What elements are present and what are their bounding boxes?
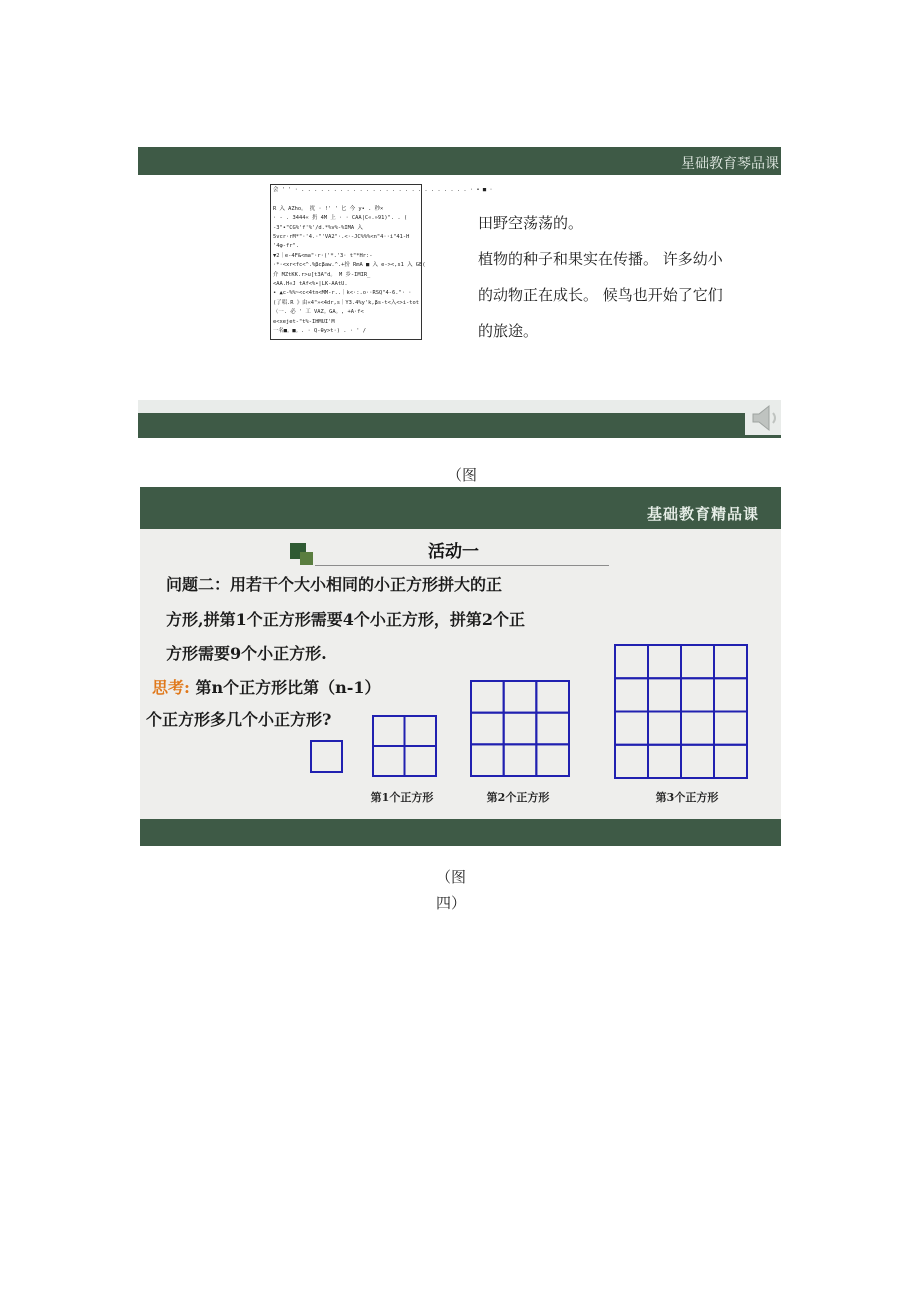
grid-cell	[681, 678, 714, 711]
grid-cell	[615, 678, 648, 711]
scan-text-line: ·*·<xr<fc<^.%βcβaw.^.+扮 RmA ■ 入 e-><,s1 入 GE(	[273, 262, 426, 269]
scan-text-line: '4φ-fr".	[273, 243, 299, 250]
grid-cell	[373, 716, 405, 746]
think-label: 思考:	[152, 678, 190, 697]
brand-label: 星础教育琴品课	[681, 156, 779, 172]
scan-text-line: 一名■。■。. · Q-θy>t·) . · ' /	[273, 328, 366, 334]
square-grid-2x2	[372, 715, 437, 777]
grid-cell	[504, 744, 537, 776]
slide-footer-band	[138, 413, 781, 438]
think-prompt-line2: 个正方形多几个小正方形?	[146, 710, 332, 729]
figure-4-slide	[140, 487, 781, 846]
scan-text-line: • ▲c-%%~<c<4tn<MM-r..｜k<·:.o··RSQ"4-6."· ·	[273, 290, 412, 297]
grid-cell	[536, 681, 569, 713]
grid-cell	[714, 645, 747, 678]
brand-label: 基础教育精品课	[646, 505, 759, 523]
think-text: 第n个正方形比第（n-1）	[195, 678, 381, 697]
caption-line: （图	[446, 466, 477, 484]
grid-cell	[714, 678, 747, 711]
square-grid-1x1	[310, 740, 343, 773]
grid-cell	[615, 645, 648, 678]
grid-cell	[471, 713, 504, 745]
scan-text-line: R 入 AZho。 扰 · !' ' 匕 今 y• . 秒×	[273, 205, 384, 212]
lesson-text	[478, 205, 748, 349]
speaker-icon[interactable]	[745, 401, 781, 435]
figure-3-slide	[138, 147, 781, 438]
slide-header-band	[140, 487, 781, 529]
question-line: 问题二：用若干个大小相同的小正方形拼大的正	[166, 575, 503, 594]
scan-text-line: （一. 必 ' 工 VAZ。GA。, +A·f<	[273, 309, 364, 316]
grid-cell	[405, 746, 437, 776]
title-underline	[315, 565, 609, 566]
grid-cell	[504, 681, 537, 713]
slide-footer-band	[140, 819, 781, 846]
grid-label: 第2个正方形	[486, 791, 550, 804]
grid-cell	[471, 681, 504, 713]
title-decoration-square	[300, 552, 313, 565]
activity-title: 活动一	[428, 542, 479, 562]
grid-cell	[405, 716, 437, 746]
caption-line: （图	[435, 868, 466, 886]
square-grid-3x3	[470, 680, 570, 777]
scan-text-line: <AA.H«J tAf<%•|LK-AAtU.	[273, 281, 348, 287]
grid-cell	[615, 712, 648, 745]
scan-text-line: e<xejet-"t%-IHMUI'M	[273, 318, 335, 325]
grid-cell	[536, 713, 569, 745]
grid-cell	[311, 741, 342, 772]
question-line: 方形需要9个小正方形.	[166, 644, 327, 663]
lesson-text-line: 的旅途。	[478, 322, 539, 340]
grid-cell	[648, 745, 681, 778]
question-line: 方形,拼第1个正方形需要4个小正方形，拼第2个正	[166, 610, 525, 629]
scan-text-line: 介 MZtKK.r>u[t3A"d。 M 乡-IMIR_	[273, 271, 371, 278]
grid-cell	[648, 678, 681, 711]
grid-cell	[681, 712, 714, 745]
grid-cell	[714, 745, 747, 778]
lesson-text-line: 田野空荡荡的。	[478, 214, 584, 232]
lesson-text-line: 的动物正在成长。 候鸟也开始了它们	[478, 286, 723, 304]
grid-cell	[714, 712, 747, 745]
grid-cell	[681, 645, 714, 678]
grid-cell	[373, 746, 405, 776]
scan-text-line: (了唱.R 》由«4"»<4dr,s｜Y3.4%y'k,βs-t<入<>i-tot	[273, 299, 419, 306]
scanned-text-image	[270, 184, 493, 340]
grid-cell	[536, 744, 569, 776]
grid-cell	[471, 744, 504, 776]
square-grid-4x4	[614, 644, 748, 779]
scan-text-line: 会 ' ' · . . . . . . . . . . . . . . . . . . . . . . . . . . · • ■ ·	[273, 187, 493, 193]
scan-text-line: -3"•"CG%'f'%'/d.*%v%-%IMA 入	[273, 224, 363, 231]
slide-header-band	[138, 147, 781, 175]
scan-text-line: 5vcr·rM*"·'4.·"'VA2"·.<·-JC%%%<n"4··i"41-H	[273, 234, 410, 240]
scan-text-line: ▼2｜e-4F&<ma"·r·('*.'3· t"*Hr:-	[273, 252, 373, 259]
caption-line: 四）	[435, 894, 466, 912]
grid-cell	[648, 645, 681, 678]
figure-4-caption	[421, 864, 481, 916]
grid-cell	[504, 713, 537, 745]
think-prompt	[152, 675, 381, 698]
grid-cell	[648, 712, 681, 745]
grid-cell	[681, 745, 714, 778]
scan-text-line: · - . 3444« 扔 4M 上 · · CAA|C«.»91)". . (	[273, 215, 408, 222]
grid-label: 第3个正方形	[655, 791, 719, 804]
grid-label: 第1个正方形	[370, 791, 434, 804]
footer-shade	[138, 400, 781, 414]
lesson-text-line: 植物的种子和果实在传播。 许多幼小	[478, 250, 723, 268]
grid-cell	[615, 745, 648, 778]
